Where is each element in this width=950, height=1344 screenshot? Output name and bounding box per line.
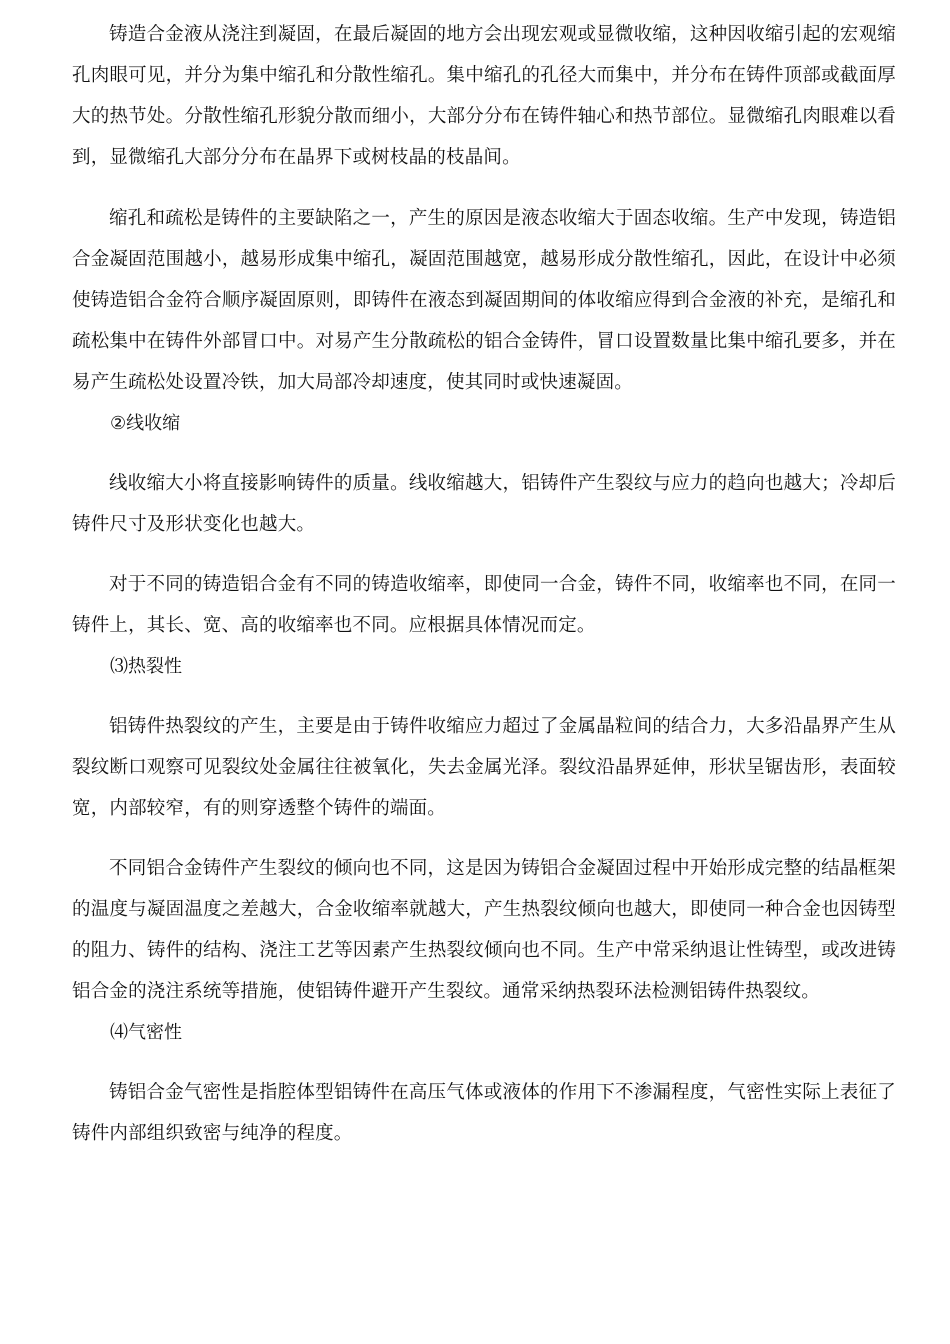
paragraph-air-tightness: 铸铝合金气密性是指腔体型铝铸件在高压气体或液体的作用下不渗漏程度，气密性实际上表征了铸件内部组织致密与纯净的程度。 [72,1082,896,1144]
paragraph-hot-crack-origin: 铝铸件热裂纹的产生，主要是由于铸件收缩应力超过了金属晶粒间的结合力，大多沿晶界产生从裂纹断口观察可见裂纹处金属往往被氧化，失去金属光泽。裂纹沿晶界延伸，形状呈锯齿形，表面较宽，内部较窄，有的则穿透整个铸件的端面。 [72,716,896,819]
paragraph-porosity: 缩孔和疏松是铸件的主要缺陷之一，产生的原因是液态收缩大于固态收缩。生产中发现，铸造铝合金凝固范围越小，越易形成集中缩孔，凝固范围越宽，越易形成分散性缩孔，因此，在设计中必须使铸造铝合金符合顺序凝固原则，即铸件在液态到凝固期间的体收缩应得到合金液的补充，是缩孔和疏松集中在铸件外部冒口中。对易产生分散疏松的铝合金铸件，冒口设置数量比集中缩孔要多，并在易产生疏松处设置冷铁，加大局部冷却速度，使其同时或快速凝固。 [72,208,896,393]
heading-air-tightness: ⑷气密性 [110,1022,182,1043]
document-page [72,14,896,1154]
paragraph-shrinkage-cavity: 铸造合金液从浇注到凝固，在最后凝固的地方会出现宏观或显微收缩，这种因收缩引起的宏观缩孔肉眼可见，并分为集中缩孔和分散性缩孔。集中缩孔的孔径大而集中，并分布在铸件顶部或截面厚大的热节处。分散性缩孔形貌分散而细小，大部分分布在铸件轴心和热节部位。显微缩孔肉眼难以看到，显微缩孔大部分分布在晶界下或树枝晶的枝晶间。 [72,24,896,168]
paragraph-shrinkage-rate: 对于不同的铸造铝合金有不同的铸造收缩率，即使同一合金，铸件不同，收缩率也不同，在同一铸件上，其长、宽、高的收缩率也不同。应根据具体情况而定。 [72,574,896,636]
paragraph-linear-shrinkage: 线收缩大小将直接影响铸件的质量。线收缩越大，铝铸件产生裂纹与应力的趋向也越大；冷却后铸件尺寸及形状变化也越大。 [72,473,896,535]
heading-hot-cracking: ⑶热裂性 [110,656,182,677]
heading-linear-shrinkage: ②线收缩 [110,413,181,434]
paragraph-hot-crack-tendency: 不同铝合金铸件产生裂纹的倾向也不同，这是因为铸铝合金凝固过程中开始形成完整的结晶框架的温度与凝固温度之差越大，合金收缩率就越大，产生热裂纹倾向也越大，即使同一种合金也因铸型的阻力、铸件的结构、浇注工艺等因素产生热裂纹倾向也不同。生产中常采纳退让性铸型，或改进铸铝合金的浇注系统等措施，使铝铸件避开产生裂纹。通常采纳热裂环法检测铝铸件热裂纹。 [72,858,896,1002]
